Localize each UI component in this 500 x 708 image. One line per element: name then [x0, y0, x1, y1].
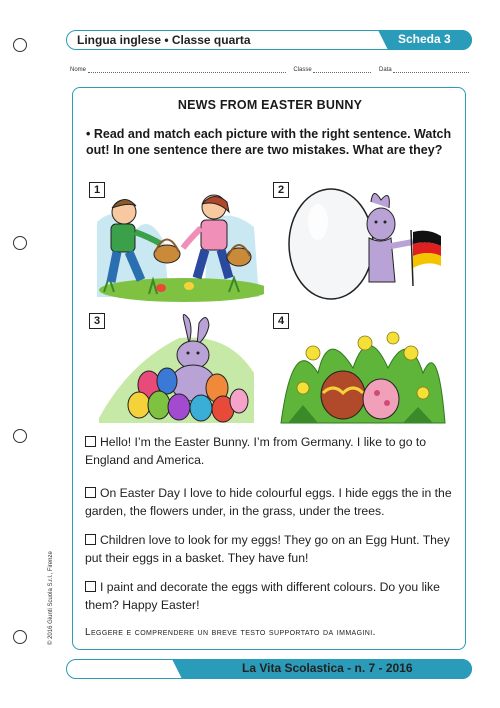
- page-title: NEWS FROM EASTER BUNNY: [177, 98, 363, 112]
- class-label: Classe: [293, 67, 312, 73]
- name-row: [70, 67, 472, 73]
- answer-checkbox[interactable]: [85, 581, 96, 592]
- sentence-text: On Easter Day I love to hide colourful eggs. I hide eggs the in the garden, the flowers under, in the grass, under the trees.: [85, 486, 452, 518]
- picture-number: 4: [273, 313, 289, 329]
- binder-hole: [13, 429, 27, 443]
- sentence-1: [85, 433, 457, 469]
- name-label: Nome: [70, 67, 87, 73]
- binder-hole: [13, 630, 27, 644]
- instruction-text: • Read and match each picture with the right sentence. Watch out! In one sentence there are two mistakes. What are they?: [86, 127, 452, 157]
- sentence-text: Hello! I’m the Easter Bunny. I’m from Germany. I like to go to England and America.: [85, 435, 427, 467]
- class-field[interactable]: [313, 67, 371, 73]
- sheet-label: Scheda 3: [398, 31, 451, 46]
- sentence-2: [85, 484, 457, 520]
- sentence-text: Children love to look for my eggs! They go on an Egg Hunt. They put their eggs in a basket. They have fun!: [85, 533, 450, 565]
- picture-3: [89, 313, 264, 433]
- header-bar: [66, 30, 472, 50]
- sentence-3: [85, 531, 457, 567]
- bunny-egg-pile-illustration: [89, 313, 264, 433]
- date-label: Data: [379, 67, 392, 73]
- name-field[interactable]: [88, 67, 286, 73]
- eggs-in-grass-illustration: [273, 313, 448, 433]
- picture-4: [273, 313, 448, 433]
- picture-2: [273, 182, 448, 302]
- bunny-egg-flag-illustration: [273, 182, 448, 302]
- answer-checkbox[interactable]: [85, 487, 96, 498]
- answer-checkbox[interactable]: [85, 534, 96, 545]
- sentence-text: I paint and decorate the eggs with different colours. Do you like them? Happy Easter!: [85, 580, 440, 612]
- footer-band: [182, 659, 472, 679]
- picture-number: 1: [89, 182, 105, 198]
- date-field[interactable]: [393, 67, 469, 73]
- picture-1: [89, 182, 264, 302]
- footer-text: La Vita Scolastica - n. 7 - 2016: [242, 660, 413, 675]
- answer-checkbox[interactable]: [85, 436, 96, 447]
- subject-label: Lingua inglese • Classe quarta: [77, 33, 251, 47]
- sheet-tab: [388, 30, 472, 50]
- binder-hole: [13, 236, 27, 250]
- footer-bar: [66, 659, 472, 679]
- children-egg-hunt-illustration: [89, 182, 264, 302]
- picture-number: 2: [273, 182, 289, 198]
- sentence-4: [85, 578, 457, 614]
- copyright-notice: © 2016 Giunti Scuola S.r.l., Firenze: [48, 551, 54, 645]
- learning-objective: Leggere e comprendere un breve testo supportato da immagini.: [85, 627, 376, 638]
- binder-hole: [13, 38, 27, 52]
- picture-number: 3: [89, 313, 105, 329]
- content-card: [72, 87, 466, 650]
